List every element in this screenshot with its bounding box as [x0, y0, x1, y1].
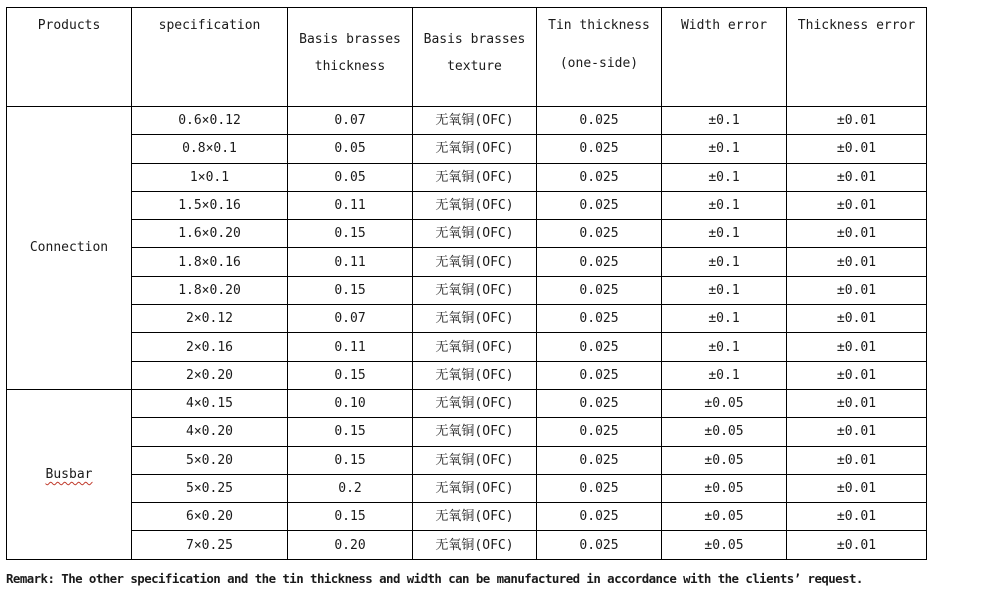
cell-specification: 5×0.20	[132, 446, 288, 474]
cell-basis-texture: 无氧铜(OFC)	[413, 531, 537, 559]
cell-width-error: ±0.1	[662, 276, 787, 304]
cell-tin-thickness: 0.025	[537, 418, 662, 446]
cell-width-error: ±0.1	[662, 191, 787, 219]
cell-width-error: ±0.1	[662, 305, 787, 333]
cell-specification: 7×0.25	[132, 531, 288, 559]
remark-note: Remark: The other specification and the tin thickness and width can be manufactured in accordance with the clients’ request.	[6, 571, 863, 586]
cell-thickness-error: ±0.01	[787, 474, 927, 502]
cell-tin-thickness: 0.025	[537, 191, 662, 219]
specification-table	[6, 7, 927, 560]
table-row	[7, 248, 927, 276]
table-row	[7, 333, 927, 361]
table-body	[7, 107, 927, 560]
cell-basis-texture: 无氧铜(OFC)	[413, 191, 537, 219]
header-basis-thickness: Basis brasses thickness	[288, 8, 413, 107]
cell-width-error: ±0.1	[662, 107, 787, 135]
cell-basis-texture: 无氧铜(OFC)	[413, 107, 537, 135]
cell-thickness-error: ±0.01	[787, 361, 927, 389]
cell-specification: 2×0.20	[132, 361, 288, 389]
table-row	[7, 389, 927, 417]
cell-thickness-error: ±0.01	[787, 163, 927, 191]
cell-specification: 1.8×0.20	[132, 276, 288, 304]
cell-tin-thickness: 0.025	[537, 361, 662, 389]
cell-tin-thickness: 0.025	[537, 305, 662, 333]
cell-basis-texture: 无氧铜(OFC)	[413, 220, 537, 248]
cell-specification: 4×0.20	[132, 418, 288, 446]
cell-thickness-error: ±0.01	[787, 333, 927, 361]
cell-product-group	[7, 107, 132, 390]
table-row	[7, 191, 927, 219]
cell-tin-thickness: 0.025	[537, 220, 662, 248]
cell-tin-thickness: 0.025	[537, 446, 662, 474]
header-basis-texture: Basis brasses texture	[413, 8, 537, 107]
cell-tin-thickness: 0.025	[537, 163, 662, 191]
cell-specification: 2×0.12	[132, 305, 288, 333]
cell-specification: 1.6×0.20	[132, 220, 288, 248]
cell-basis-thickness: 0.10	[288, 389, 413, 417]
cell-basis-thickness: 0.15	[288, 361, 413, 389]
table-row	[7, 135, 927, 163]
cell-thickness-error: ±0.01	[787, 135, 927, 163]
cell-thickness-error: ±0.01	[787, 220, 927, 248]
cell-basis-thickness: 0.05	[288, 163, 413, 191]
cell-basis-texture: 无氧铜(OFC)	[413, 333, 537, 361]
cell-specification: 6×0.20	[132, 503, 288, 531]
cell-tin-thickness: 0.025	[537, 531, 662, 559]
cell-basis-texture: 无氧铜(OFC)	[413, 305, 537, 333]
cell-specification: 0.6×0.12	[132, 107, 288, 135]
cell-specification: 1.8×0.16	[132, 248, 288, 276]
cell-basis-texture: 无氧铜(OFC)	[413, 276, 537, 304]
cell-basis-texture: 无氧铜(OFC)	[413, 418, 537, 446]
cell-thickness-error: ±0.01	[787, 531, 927, 559]
cell-basis-thickness: 0.2	[288, 474, 413, 502]
cell-basis-thickness: 0.07	[288, 305, 413, 333]
cell-basis-texture: 无氧铜(OFC)	[413, 135, 537, 163]
cell-width-error: ±0.1	[662, 135, 787, 163]
product-name: Connection	[29, 240, 109, 256]
header-specification: specification	[132, 8, 288, 107]
cell-basis-thickness: 0.15	[288, 276, 413, 304]
cell-basis-thickness: 0.15	[288, 503, 413, 531]
header-thickness-error: Thickness error	[787, 8, 927, 107]
cell-specification: 1.5×0.16	[132, 191, 288, 219]
table-row	[7, 418, 927, 446]
cell-thickness-error: ±0.01	[787, 248, 927, 276]
cell-tin-thickness: 0.025	[537, 248, 662, 276]
table-row	[7, 474, 927, 502]
cell-basis-thickness: 0.15	[288, 446, 413, 474]
cell-width-error: ±0.05	[662, 446, 787, 474]
header-width-error: Width error	[662, 8, 787, 107]
cell-specification: 4×0.15	[132, 389, 288, 417]
product-name: Busbar	[45, 466, 93, 482]
cell-basis-texture: 无氧铜(OFC)	[413, 248, 537, 276]
cell-specification: 0.8×0.1	[132, 135, 288, 163]
table-row	[7, 531, 927, 559]
header-row	[7, 8, 927, 107]
cell-width-error: ±0.1	[662, 248, 787, 276]
cell-width-error: ±0.1	[662, 361, 787, 389]
cell-width-error: ±0.1	[662, 333, 787, 361]
cell-basis-texture: 无氧铜(OFC)	[413, 474, 537, 502]
cell-specification: 2×0.16	[132, 333, 288, 361]
table-row	[7, 220, 927, 248]
cell-width-error: ±0.05	[662, 531, 787, 559]
table-row	[7, 305, 927, 333]
cell-width-error: ±0.05	[662, 503, 787, 531]
cell-width-error: ±0.1	[662, 163, 787, 191]
cell-basis-thickness: 0.15	[288, 418, 413, 446]
cell-thickness-error: ±0.01	[787, 276, 927, 304]
cell-basis-thickness: 0.11	[288, 248, 413, 276]
table-row	[7, 361, 927, 389]
cell-thickness-error: ±0.01	[787, 418, 927, 446]
cell-basis-thickness: 0.05	[288, 135, 413, 163]
cell-tin-thickness: 0.025	[537, 135, 662, 163]
table-row	[7, 446, 927, 474]
cell-basis-texture: 无氧铜(OFC)	[413, 446, 537, 474]
cell-product-group	[7, 389, 132, 559]
table-row	[7, 503, 927, 531]
cell-basis-texture: 无氧铜(OFC)	[413, 503, 537, 531]
cell-width-error: ±0.1	[662, 220, 787, 248]
cell-width-error: ±0.05	[662, 474, 787, 502]
header-tin-thickness: Tin thickness (one-side)	[537, 8, 662, 107]
cell-basis-texture: 无氧铜(OFC)	[413, 389, 537, 417]
cell-thickness-error: ±0.01	[787, 446, 927, 474]
cell-thickness-error: ±0.01	[787, 503, 927, 531]
cell-basis-thickness: 0.07	[288, 107, 413, 135]
cell-basis-thickness: 0.20	[288, 531, 413, 559]
cell-width-error: ±0.05	[662, 418, 787, 446]
cell-basis-thickness: 0.11	[288, 333, 413, 361]
cell-tin-thickness: 0.025	[537, 389, 662, 417]
cell-tin-thickness: 0.025	[537, 276, 662, 304]
table-row	[7, 107, 927, 135]
cell-tin-thickness: 0.025	[537, 503, 662, 531]
header-products: Products	[7, 8, 132, 107]
cell-tin-thickness: 0.025	[537, 333, 662, 361]
cell-basis-texture: 无氧铜(OFC)	[413, 163, 537, 191]
cell-tin-thickness: 0.025	[537, 107, 662, 135]
table-row	[7, 276, 927, 304]
cell-tin-thickness: 0.025	[537, 474, 662, 502]
cell-thickness-error: ±0.01	[787, 107, 927, 135]
cell-width-error: ±0.05	[662, 389, 787, 417]
cell-basis-texture: 无氧铜(OFC)	[413, 361, 537, 389]
cell-basis-thickness: 0.11	[288, 191, 413, 219]
cell-thickness-error: ±0.01	[787, 305, 927, 333]
cell-thickness-error: ±0.01	[787, 191, 927, 219]
table-row	[7, 163, 927, 191]
cell-specification: 1×0.1	[132, 163, 288, 191]
cell-basis-thickness: 0.15	[288, 220, 413, 248]
cell-specification: 5×0.25	[132, 474, 288, 502]
cell-thickness-error: ±0.01	[787, 389, 927, 417]
